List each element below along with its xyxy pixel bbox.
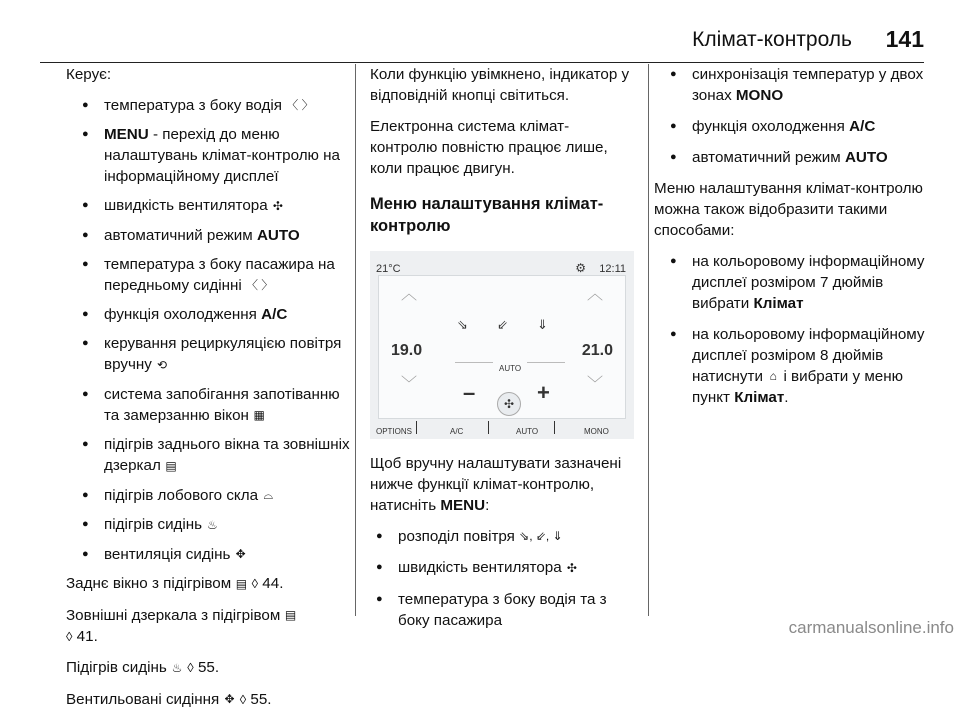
- reference-arrow-icon: ◊: [66, 629, 73, 645]
- screen-buttons: [370, 417, 634, 439]
- display-methods-list: [664, 251, 928, 408]
- column-divider: [355, 64, 356, 616]
- air-distribution-icon: ⇘, ⇙, ⇓: [519, 529, 563, 544]
- air-distribution-icon: ⇘: [457, 317, 468, 332]
- reference-arrow-icon: ◊: [251, 576, 259, 592]
- column-2: [370, 64, 634, 641]
- clock: 12:11: [599, 263, 626, 275]
- list-item: ● функція охолодження A/C: [664, 116, 928, 137]
- page-reference-link[interactable]: 55.: [197, 659, 220, 677]
- list-item: ● синхронізація температур у двох зонах MONO: [664, 64, 928, 106]
- fan-knob-icon: ✣: [497, 392, 521, 416]
- column-divider: [648, 64, 649, 616]
- mirror-heat-icon: ▤: [284, 608, 297, 623]
- section-heading: Меню налаштування клімат-контролю: [370, 195, 604, 235]
- reference-arrow-icon: ◊: [187, 660, 194, 676]
- list-item: ● підігрів заднього вікна та зовнішніх дзеркал ▤: [76, 434, 352, 476]
- rear-defrost-icon: ▤: [235, 576, 248, 591]
- list-item: ● автоматичний режим AUTO: [76, 225, 352, 246]
- paragraph: Вентильовані сидіння ✥ ◊ 55.: [66, 689, 352, 710]
- fan-bar: [527, 362, 565, 363]
- fan-bar: [455, 362, 493, 363]
- seat-heat-icon: ♨: [206, 517, 218, 532]
- rear-defrost-icon: ▤: [165, 458, 177, 473]
- menu-functions-list: [664, 64, 928, 168]
- list-item: ● на кольоровому інформаційному дисплеї розміром 7 дюймів вибрати Клімат: [664, 251, 928, 314]
- controls-list: [76, 95, 352, 565]
- ac-button: A/C: [450, 427, 464, 436]
- settings-icon: ⚙: [575, 261, 586, 275]
- chevron-down-icon: ﹀: [586, 376, 603, 393]
- climate-panel: [378, 275, 626, 419]
- auto-button: AUTO: [516, 427, 539, 436]
- mono-button: MONO: [584, 427, 609, 436]
- list-item: ● температура з боку водія 〈 〉: [76, 95, 352, 116]
- paragraph: Зовнішні дзеркала з підігрівом ▤ ◊ 41.: [66, 606, 297, 646]
- temperature-knob-icon: 〈 〉: [286, 98, 314, 113]
- recirculation-icon: ⟲: [157, 357, 168, 372]
- menu-functions-list: [370, 526, 634, 631]
- reference-arrow-icon: ◊: [239, 691, 247, 707]
- page-reference-link[interactable]: 41.: [76, 628, 98, 646]
- windscreen-heat-icon: ⌓: [263, 488, 274, 503]
- list-item: ● вентиляція сидінь ✥: [76, 544, 352, 565]
- paragraph: Щоб вручну налаштувати зазначені нижче функції клімат-контролю, натисніть MENU:: [370, 455, 622, 514]
- intro-text: Керує:: [66, 66, 112, 83]
- home-icon: ⌂: [769, 369, 777, 384]
- page-reference-link[interactable]: 44.: [262, 575, 284, 593]
- chevron-up-icon: ︿: [401, 286, 418, 303]
- defrost-max-icon: ▦: [253, 408, 265, 423]
- paragraph: Меню налаштування клімат-контролю можна також відобразити такими способами:: [654, 180, 923, 239]
- chevron-down-icon: ﹀: [401, 376, 418, 393]
- watermark: carmanualsonline.info: [788, 618, 954, 637]
- outside-temp: 21°C: [376, 263, 401, 275]
- minus-icon: –: [463, 380, 476, 405]
- list-item: ● температура з боку пасажира на передньому сидінні 〈 〉: [76, 254, 352, 296]
- seat-ventilation-icon: ✥: [235, 547, 246, 562]
- paragraph: Підігрів сидінь ♨ ◊ 55.: [66, 657, 352, 678]
- page-number: 141: [885, 26, 924, 52]
- chevron-up-icon: ︿: [586, 286, 603, 303]
- temperature-knob-icon: 〈 〉: [245, 278, 274, 293]
- list-item: ● на кольоровому інформаційному дисплеї розміром 8 дюймів натиснути ⌂ і вибрати у меню пункт Клімат.: [664, 324, 928, 408]
- list-item: ● температура з боку водія та з боку пасажира: [370, 589, 634, 631]
- options-button: OPTIONS: [376, 427, 413, 436]
- column-1: [66, 64, 352, 720]
- paragraph: Коли функцію увімкнено, індикатор у відповідній кнопці світиться.: [370, 66, 630, 104]
- fan-icon: ✣: [566, 560, 577, 575]
- driver-temperature: 19.0: [391, 342, 423, 359]
- paragraph: Заднє вікно з підігрівом ▤ ◊ 44.: [66, 573, 352, 594]
- list-item: ● система запобігання запотіванню та замерзанню вікон ▦: [76, 384, 352, 426]
- page-reference-link[interactable]: 55.: [250, 690, 272, 708]
- list-item: ● швидкість вентилятора ✣: [76, 195, 352, 216]
- seat-ventilation-icon: ✥: [224, 692, 235, 707]
- air-distribution-icon: ⇓: [537, 317, 548, 332]
- list-item: ● швидкість вентилятора ✣: [370, 557, 634, 578]
- list-item: ● функція охолодження A/C: [76, 304, 352, 325]
- list-item: ● підігрів сидінь ♨: [76, 514, 352, 535]
- page-title: Клімат-контроль: [692, 28, 852, 51]
- air-distribution-icon: ⇙: [497, 317, 508, 332]
- passenger-temperature: 21.0: [581, 342, 613, 359]
- fan-icon: ✣: [272, 198, 283, 213]
- auto-label: AUTO: [499, 364, 522, 373]
- climate-screen-image: [370, 251, 634, 439]
- page-header: [40, 22, 924, 63]
- list-item: ● розподіл повітря ⇘, ⇙, ⇓: [370, 526, 634, 547]
- plus-icon: +: [537, 380, 550, 405]
- list-item: ● автоматичний режим AUTO: [664, 147, 928, 168]
- list-item: ● підігрів лобового скла ⌓: [76, 485, 352, 506]
- list-item: ● керування рециркуляцією повітря вручну ⟲: [76, 333, 352, 375]
- paragraph: Електронна система клімат-контролю повністю працює лише, коли працює двигун.: [370, 118, 608, 177]
- seat-heat-icon: ♨: [171, 660, 183, 675]
- list-item: ● MENU - перехід до меню налаштувань клімат-контролю на інформаційному дисплеї: [76, 124, 352, 187]
- column-3: [654, 64, 928, 418]
